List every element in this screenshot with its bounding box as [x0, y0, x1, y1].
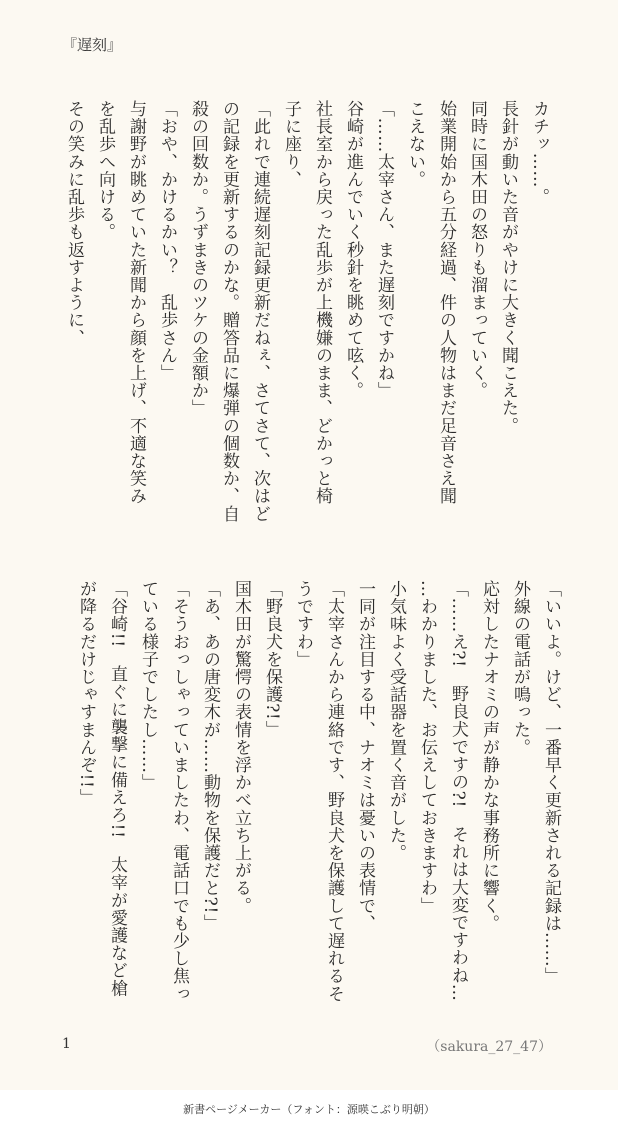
footer-credit: 新書ページメーカー（フォント：源暎こぶり明朝）: [183, 1103, 435, 1116]
page-number: 1: [62, 1036, 71, 1052]
text-line: 始業開始から五分経過、件の人物はまだ足音さえ聞: [436, 100, 456, 505]
text-line: 「野良犬を保護?!」: [262, 580, 282, 738]
text-line: の記録を更新するのかな。贈答品に爆弾の個数か、自: [219, 100, 239, 523]
upper-text-block: [58, 100, 554, 523]
text-line: 「此れで連続遅刻記録更新だねぇ、さてさて、次はど: [250, 100, 270, 523]
document-title: 『遅刻』: [62, 36, 123, 54]
text-line: 「太宰さんから連絡です、野良犬を保護して遅れるそ: [324, 580, 344, 1003]
text-line: 殺の回数か。うずまきのツケの金額か」: [188, 100, 208, 417]
text-line: 外線の電話が鳴った。: [510, 580, 530, 756]
lower-text-block: [70, 580, 566, 1003]
text-line: ている様子でしたし……」: [138, 580, 158, 792]
text-line: 「……太宰さん、また遅刻ですかね」: [374, 100, 394, 400]
text-line: …わかりました、お伝えしておきますわ」: [417, 580, 437, 915]
text-line: その笑みに乱歩も返すように、: [64, 100, 84, 347]
text-line: 社長室から戻った乱歩が上機嫌のまま、どかっと椅: [312, 100, 332, 505]
text-line: 与謝野が眺めていた新聞から顔を上げ、不適な笑み: [126, 100, 146, 505]
text-line: 子に座り、: [281, 100, 301, 188]
text-line: 「そうおっしゃっていましたわ、電話口でも少し焦っ: [169, 580, 189, 1003]
text-line: こえない。: [405, 100, 425, 188]
text-line: 応対したナオミの声が静かな事務所に響く。: [479, 580, 499, 932]
text-line: カチッ……。: [529, 100, 549, 206]
text-line: 谷崎が進んでいく秒針を眺めて呟く。: [343, 100, 363, 400]
text-line: 長針が動いた音がやけに大きく聞こえた。: [498, 100, 518, 435]
text-line: 小気味よく受話器を置く音がした。: [386, 580, 406, 862]
author-tag: （sakura_27_47）: [426, 1039, 552, 1055]
text-line: を乱歩へ向ける。: [95, 100, 115, 241]
text-line: が降るだけじゃすまんぞ!!」: [76, 580, 96, 807]
text-line: 一同が注目する中、ナオミは憂いの表情で、: [355, 580, 375, 932]
text-line: 「おや、かけるかい？ 乱歩さん」: [157, 100, 177, 382]
text-line: 同時に国木田の怒りも溜まっていく。: [467, 100, 487, 400]
text-line: 「いいよ。けど、一番早く更新される記録は……」: [541, 580, 561, 985]
text-line: 国木田が驚愕の表情を浮かべ立ち上がる。: [231, 580, 251, 915]
text-line: うですわ」: [293, 580, 313, 668]
text-line: 「……え?! 野良犬ですの?! それは大変ですわね…: [448, 580, 468, 1002]
text-line: 「あ、あの唐変木が……動物を保護だと?!」: [200, 580, 220, 932]
text-line: 「谷崎!! 直ぐに襲撃に備えろ!! 太宰が愛護など槍: [107, 580, 127, 997]
